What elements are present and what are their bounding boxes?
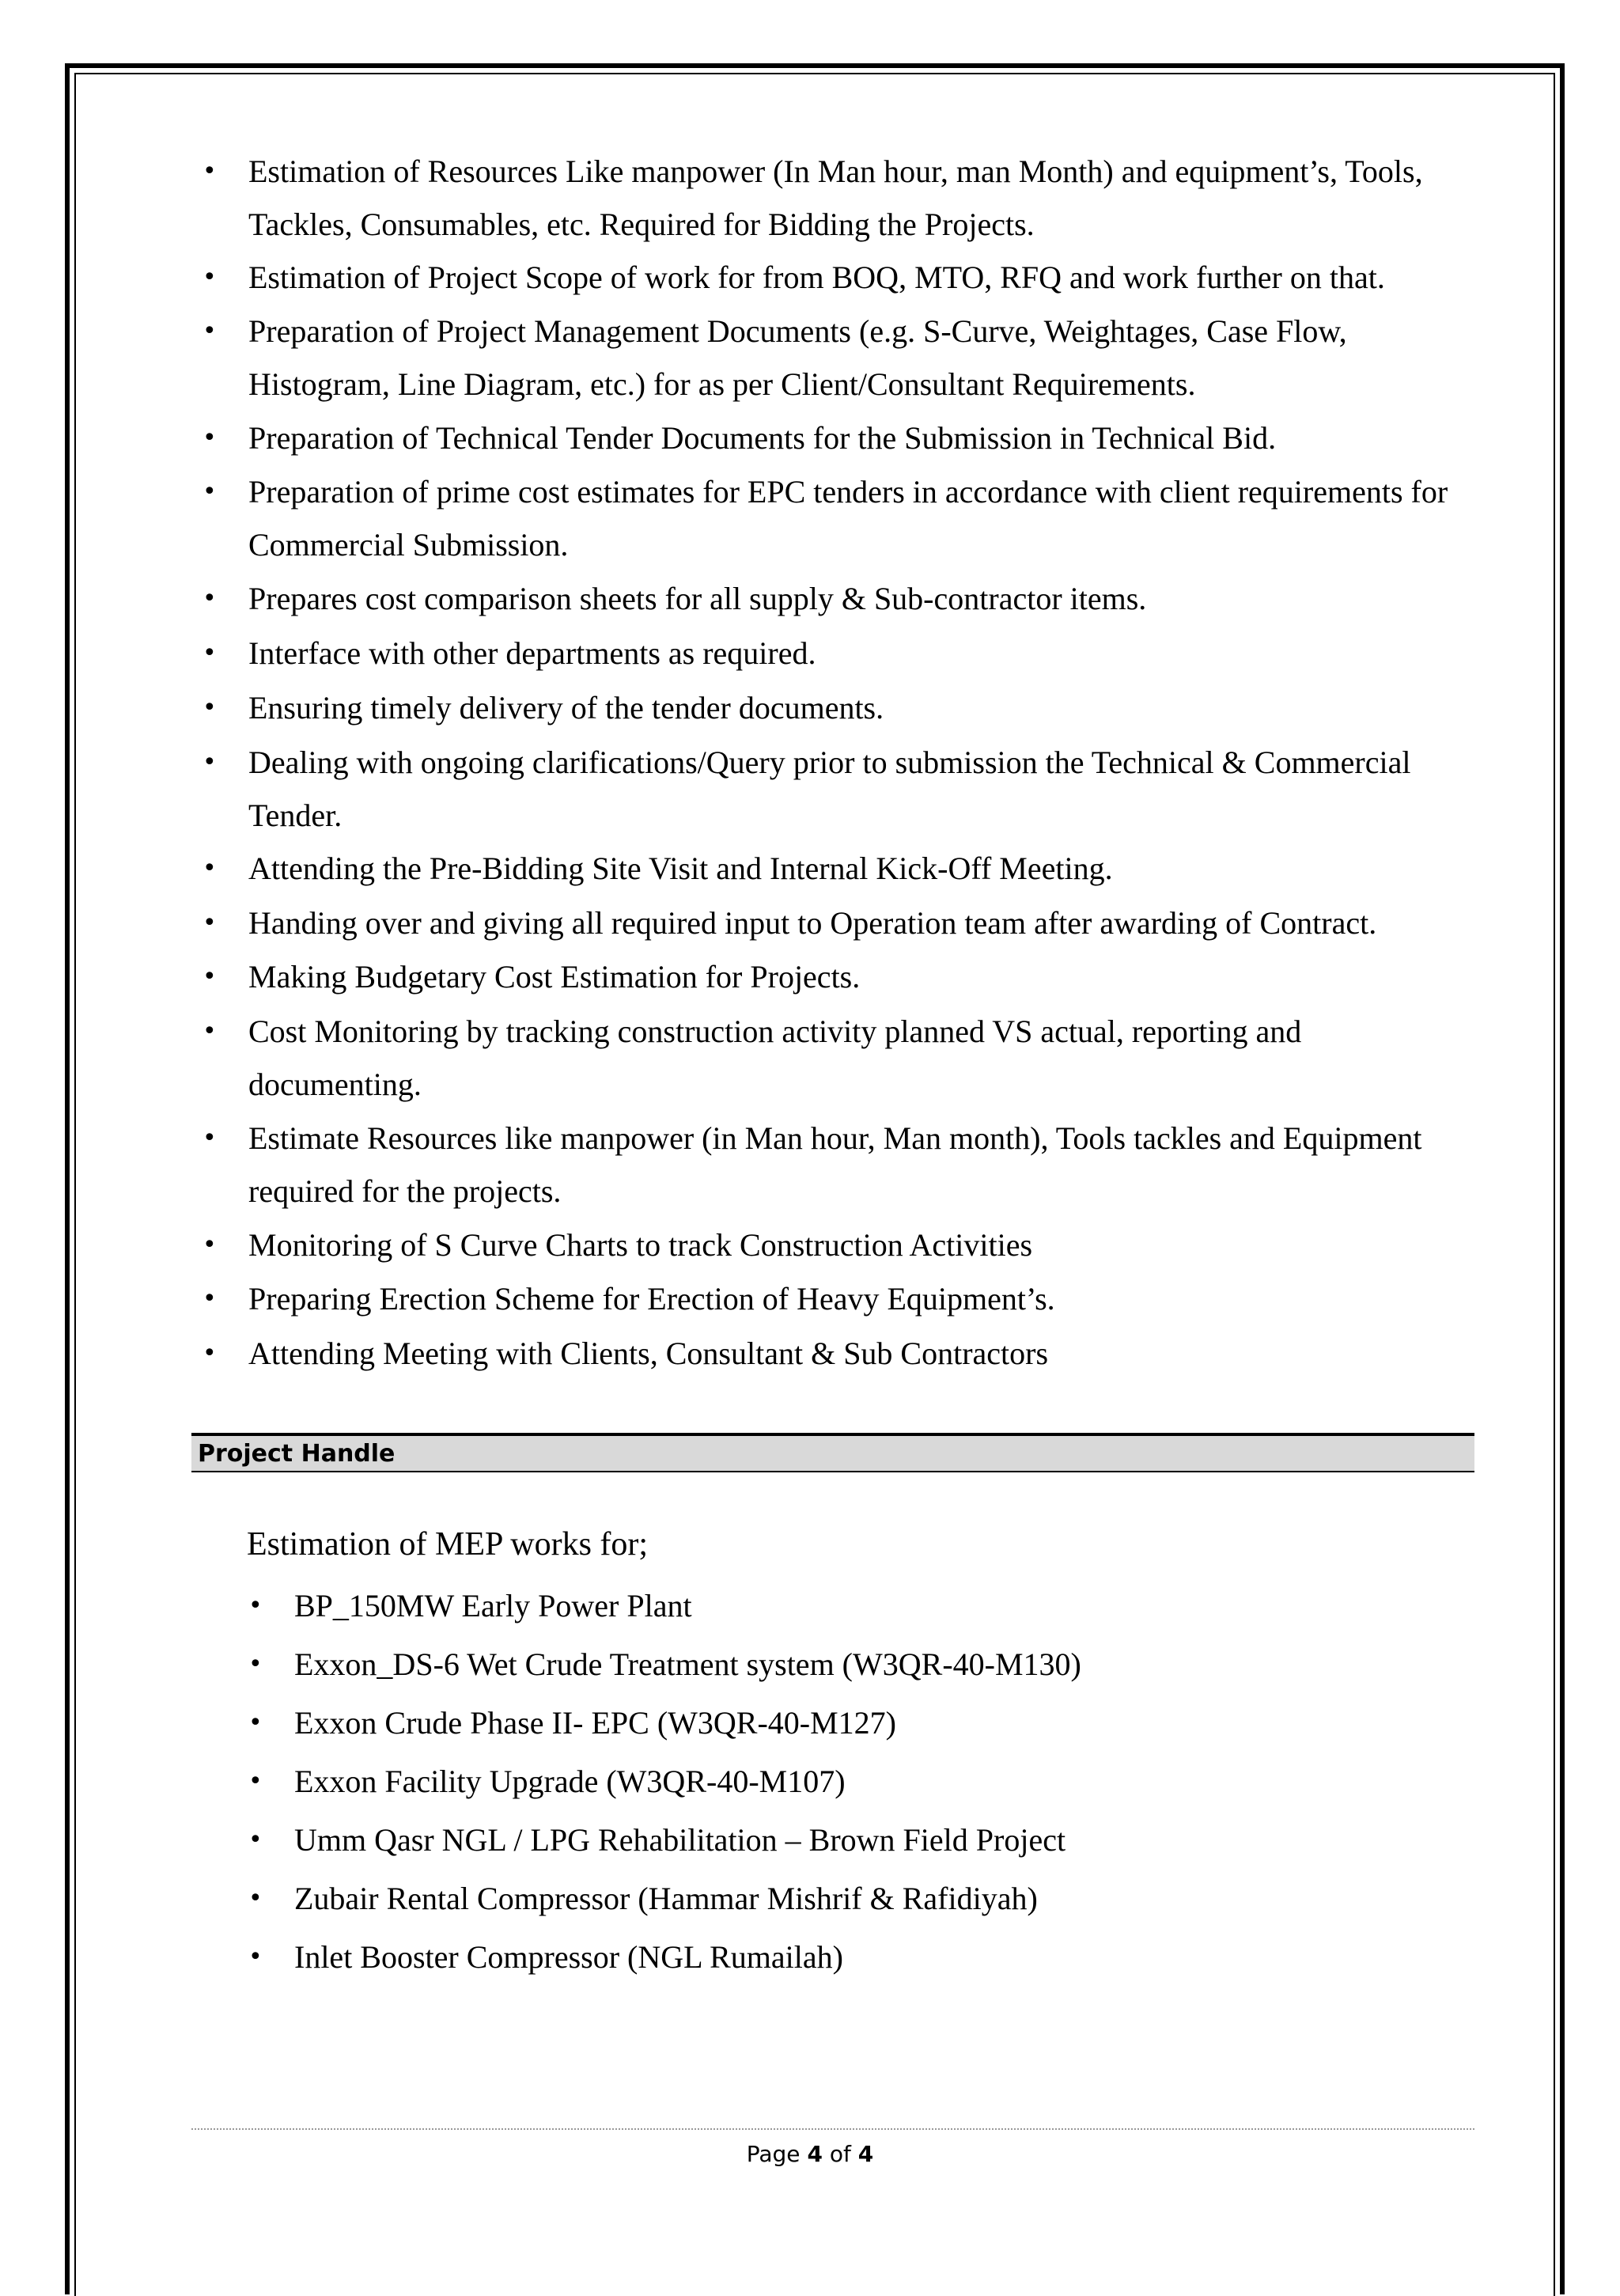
- page-label: Page: [746, 2141, 801, 2167]
- list-item-text: • Estimation of Resources Like manpower (In Man hour, man Month) and equipment’s, Tools, Tackles, Consumables, etc. Required for Bidding the Projects.: [248, 153, 1423, 242]
- list-item-text: • Attending Meeting with Clients, Consultant & Sub Contractors: [248, 1336, 1049, 1371]
- list-item-text: • Preparation of Technical Tender Documents for the Submission in Technical Bid.: [248, 420, 1277, 456]
- section-header-bar: [191, 1433, 1474, 1472]
- list-item-text: • Cost Monitoring by tracking construction activity planned VS actual, reporting and documenting.: [248, 1013, 1302, 1102]
- list-item: [248, 1272, 1482, 1325]
- list-item: [248, 145, 1482, 251]
- of-label: of: [829, 2141, 851, 2167]
- section-intro: Estimation of MEP works for;: [247, 1526, 649, 1563]
- section-title: Project Handle: [198, 1440, 396, 1468]
- list-item: [248, 627, 1482, 680]
- list-item-text: • Making Budgetary Cost Estimation for Projects.: [248, 959, 861, 995]
- list-item: • BP_150MW Early Power Plant: [294, 1585, 1481, 1627]
- list-item: • Exxon Crude Phase II- EPC (W3QR-40-M127): [294, 1702, 1481, 1745]
- list-item-text: • Estimate Resources like manpower (in Man hour, Man month), Tools tackles and Equipment required for the projects.: [248, 1120, 1422, 1209]
- list-item: [248, 736, 1482, 842]
- list-item: [248, 305, 1482, 411]
- list-item: • Exxon_DS-6 Wet Crude Treatment system (W3QR-40-M130): [294, 1643, 1481, 1686]
- list-item-text: • Dealing with ongoing clarifications/Query prior to submission the Technical & Commercial Tender.: [248, 744, 1411, 833]
- list-item: [248, 681, 1482, 734]
- list-item-text: • Ensuring timely delivery of the tender documents.: [248, 690, 884, 726]
- list-item-text: • Handing over and giving all required input to Operation team after awarding of Contract.: [248, 905, 1377, 941]
- list-item-text: • Preparation of prime cost estimates for EPC tenders in accordance with client requirements for Commercial Submission.: [248, 474, 1448, 563]
- list-item: • Zubair Rental Compressor (Hammar Mishrif & Rafidiyah): [294, 1877, 1481, 1920]
- list-item-text: • Preparing Erection Scheme for Erection of Heavy Equipment’s.: [248, 1281, 1055, 1317]
- list-item: [248, 1005, 1482, 1111]
- list-item: [248, 251, 1482, 304]
- list-item: [248, 465, 1482, 571]
- list-item: [248, 842, 1482, 895]
- list-item-text: • Interface with other departments as required.: [248, 635, 816, 671]
- list-item-text: • Prepares cost comparison sheets for all supply & Sub-contractor items.: [248, 581, 1147, 616]
- list-item: [248, 1218, 1482, 1271]
- list-item: [248, 1327, 1482, 1380]
- current-page: 4: [807, 2141, 823, 2167]
- page-number: [0, 2140, 1620, 2169]
- list-item: • Umm Qasr NGL / LPG Rehabilitation – Brown Field Project: [294, 1819, 1481, 1862]
- list-item: [248, 896, 1482, 949]
- list-item: • Inlet Booster Compressor (NGL Rumailah): [294, 1936, 1481, 1979]
- list-item: • Exxon Facility Upgrade (W3QR-40-M107): [294, 1760, 1481, 1803]
- list-item: [248, 1112, 1482, 1218]
- list-item-text: • Attending the Pre-Bidding Site Visit and Internal Kick-Off Meeting.: [248, 851, 1113, 886]
- list-item: [248, 572, 1482, 625]
- list-item: [248, 411, 1482, 464]
- list-item-text: • Monitoring of S Curve Charts to track Construction Activities: [248, 1227, 1033, 1263]
- list-item-text: • Estimation of Project Scope of work for from BOQ, MTO, RFQ and work further on that.: [248, 260, 1385, 295]
- footer-divider: [191, 2128, 1474, 2130]
- total-pages: 4: [857, 2141, 874, 2167]
- list-item-text: • Preparation of Project Management Documents (e.g. S-Curve, Weightages, Case Flow, Histogram, Line Diagram, etc.) for as per Client/Consultant Requirements.: [248, 313, 1347, 402]
- list-item: [248, 950, 1482, 1003]
